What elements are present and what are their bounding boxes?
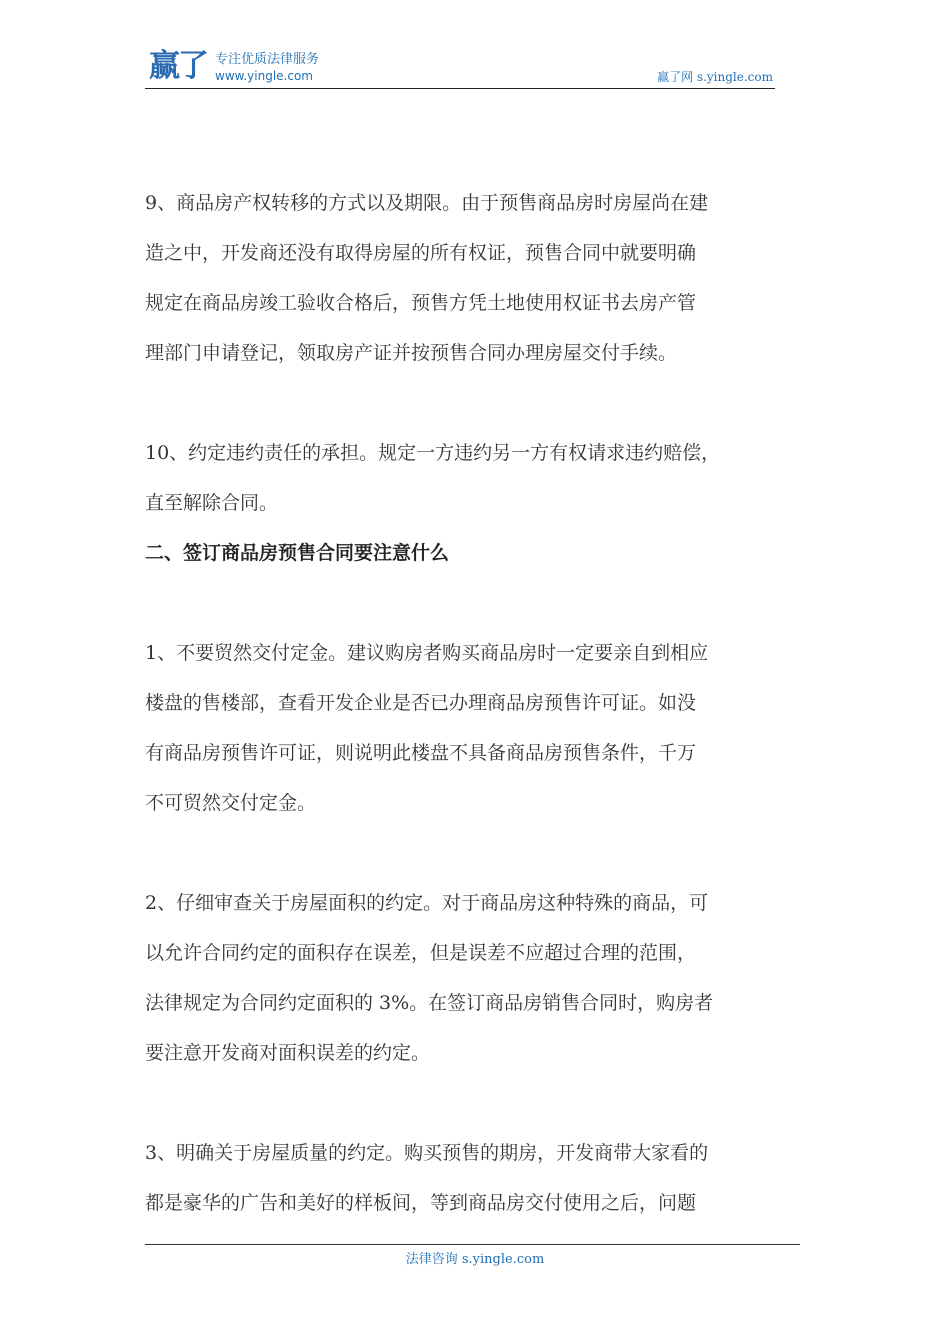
text-line: 造之中，开发商还没有取得房屋的所有权证，预售合同中就要明确 [145,242,697,264]
text-line: 10、约定违约责任的承担。规定一方违约另一方有权请求违约赔偿， [145,442,721,464]
paragraph-spacer [145,1078,825,1128]
paragraph-item-2 [145,878,825,1078]
logo-mark: 赢了 [149,48,207,84]
header-site-link[interactable]: 赢了网 s.yingle.com [657,70,773,84]
text-line: 理部门申请登记，领取房产证并按预售合同办理房屋交付手续。 [145,342,678,364]
text-line: 2、仔细审查关于房屋面积的约定。对于商品房这种特殊的商品，可 [145,892,709,914]
text-line: 有商品房预售许可证，则说明此楼盘不具备商品房预售条件，千万 [145,742,697,764]
text-line: 法律规定为合同约定面积的 3%。在签订商品房销售合同时，购房者 [145,992,714,1014]
page-header [145,48,775,89]
text-line: 都是豪华的广告和美好的样板间，等到商品房交付使用之后，问题 [145,1192,697,1214]
text-line: 规定在商品房竣工验收合格后，预售方凭土地使用权证书去房产管 [145,292,697,314]
logo-url: www.yingle.com [215,69,313,83]
footer-divider [145,1244,800,1245]
text-line: 直至解除合同。 [145,492,279,514]
document-body [145,178,825,1228]
text-line: 以允许合同约定的面积存在误差，但是误差不应超过合理的范围， [145,942,697,964]
footer-link[interactable]: 法律咨询 s.yingle.com [405,1252,545,1267]
paragraph-spacer [145,578,825,628]
text-line: 9、商品房产权转移的方式以及期限。由于预售商品房时房屋尚在建 [145,192,709,214]
text-line: 1、不要贸然交付定金。建议购房者购买商品房时一定要亲自到相应 [145,642,709,664]
paragraph-item-3 [145,1128,825,1228]
paragraph-spacer [145,828,825,878]
text-line: 不可贸然交付定金。 [145,792,317,814]
paragraph-item-9 [145,178,825,378]
text-line: 要注意开发商对面积误差的约定。 [145,1042,431,1064]
paragraph-item-10 [145,428,825,528]
text-line: 3、明确关于房屋质量的约定。购买预售的期房，开发商带大家看的 [145,1142,709,1164]
logo-slogan: 专注优质法律服务 [215,52,320,67]
yingle-logo[interactable] [149,50,349,86]
text-line: 楼盘的售楼部，查看开发企业是否已办理商品房预售许可证。如没 [145,692,697,714]
paragraph-item-1 [145,628,825,828]
section-heading: 二、签订商品房预售合同要注意什么 [145,542,450,564]
paragraph-spacer [145,378,825,428]
